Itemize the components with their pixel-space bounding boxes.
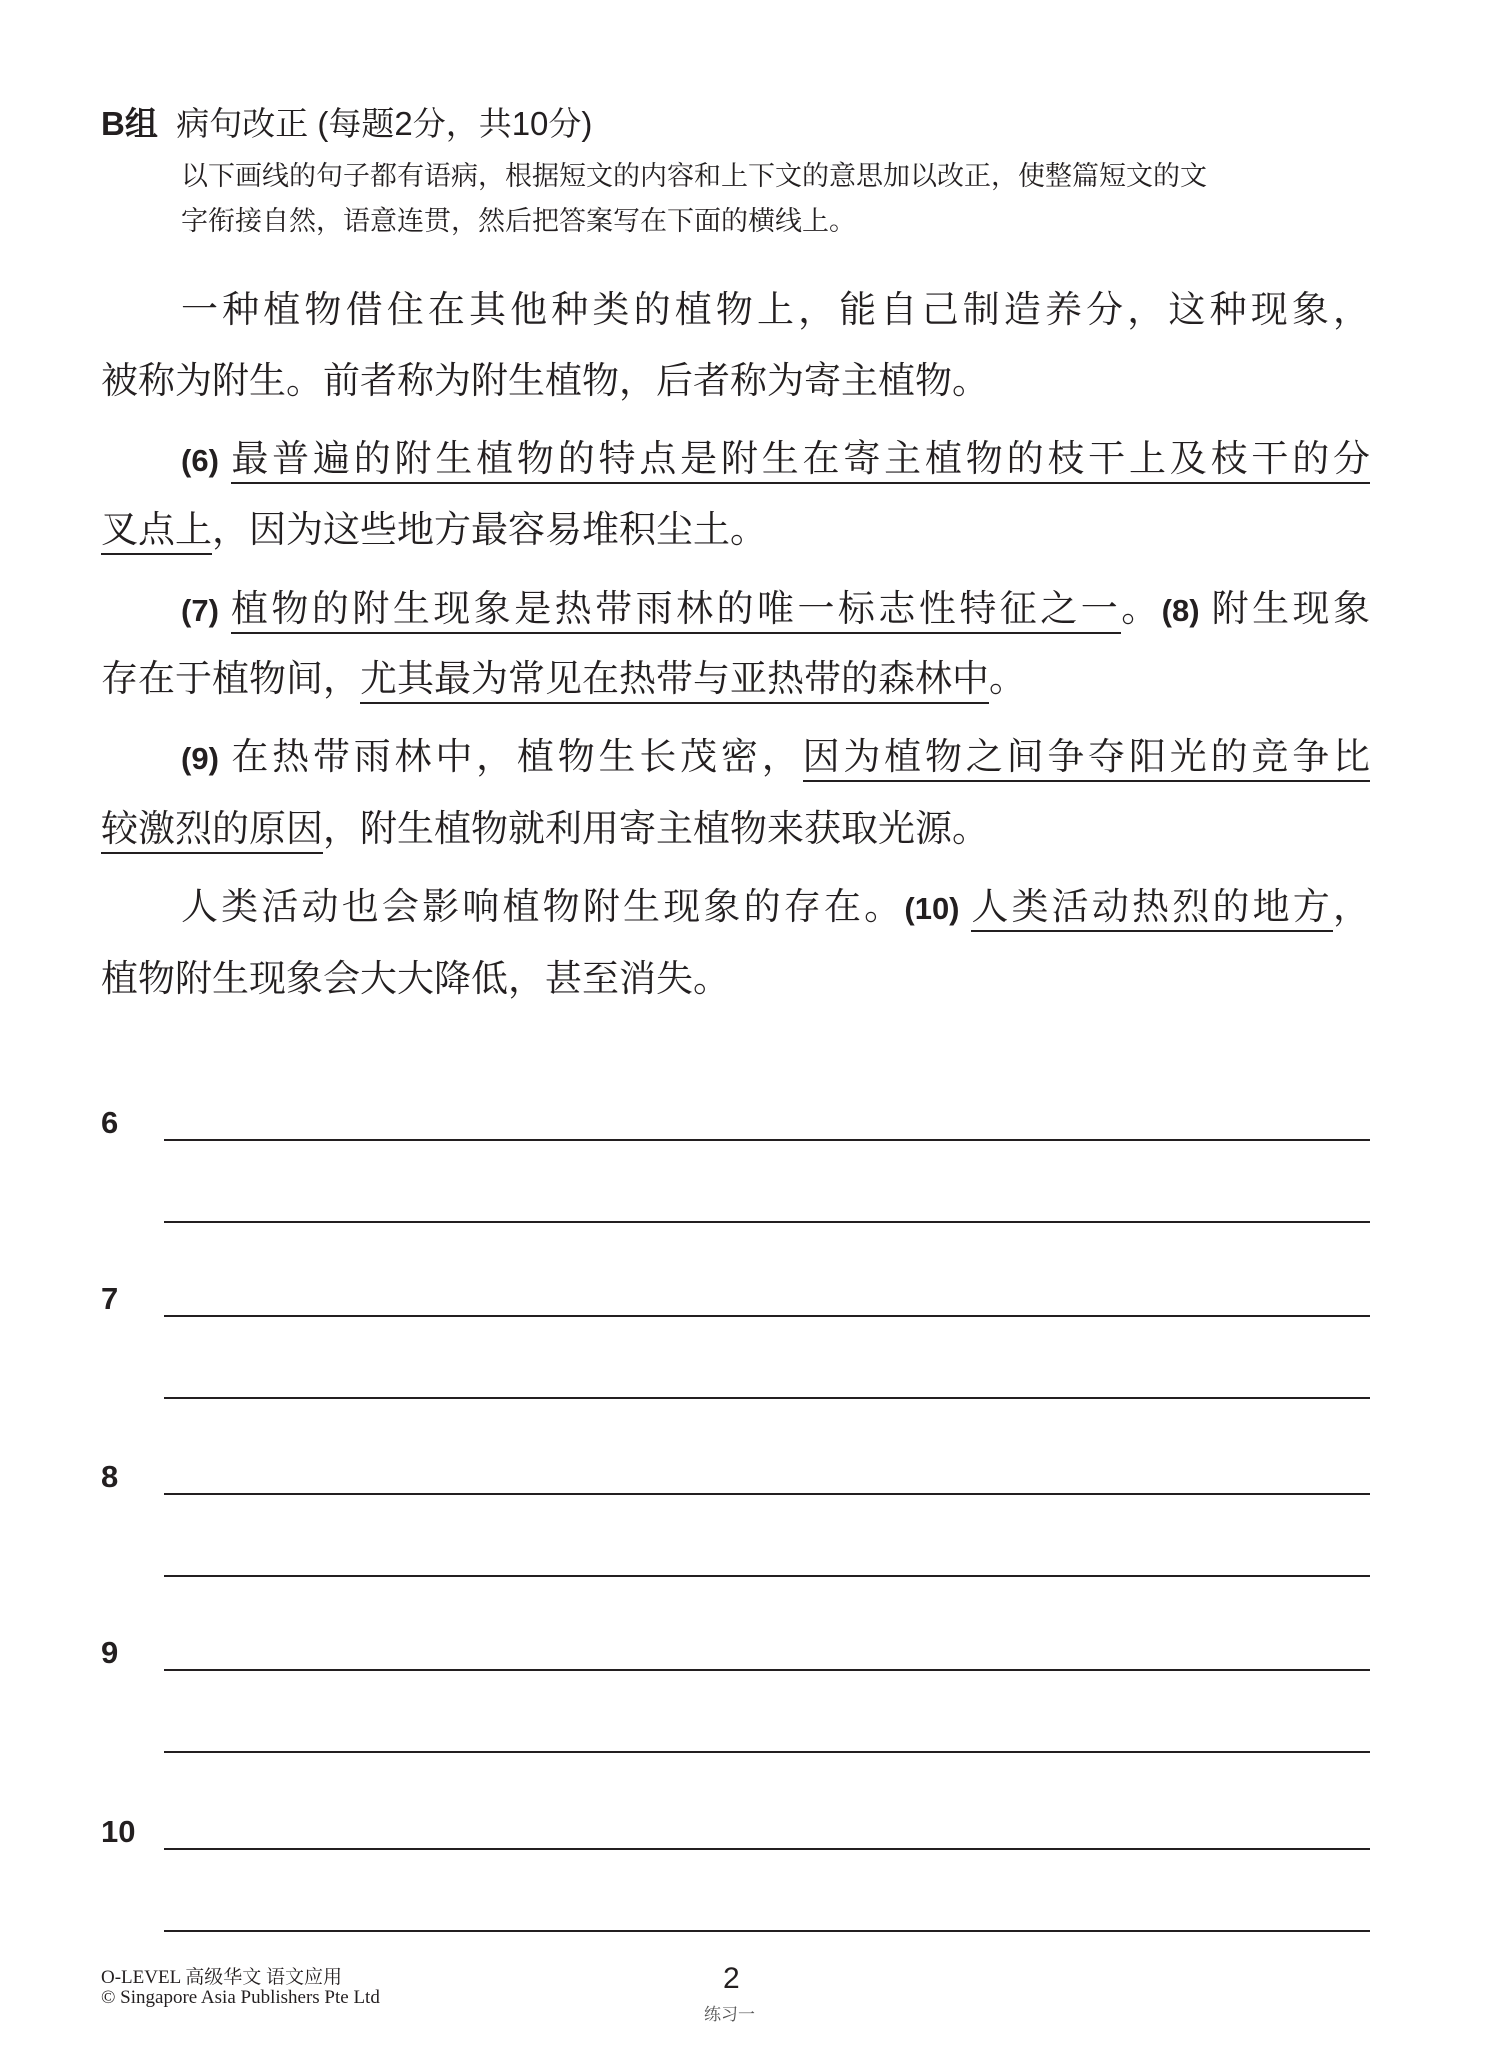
- question-number: (8): [1161, 593, 1212, 628]
- passage-text: 一种植物借住在其他种类的植物上，能自己制造养分，这种现象，: [181, 290, 1370, 331]
- passage-line: [181, 436, 1370, 485]
- passage-text: 被称为附生。前者称为附生植物，后者称为寄主植物。: [101, 361, 989, 402]
- footer-copyright: © Singapore Asia Publishers Pte Ltd: [101, 1987, 380, 2008]
- passage-line: [181, 734, 1370, 783]
- passage-line: [101, 358, 1370, 406]
- passage-line: [181, 586, 1370, 635]
- instruction-line-2: 字衔接自然，语意连贯，然后把答案写在下面的横线上。: [181, 206, 856, 236]
- passage-line: [181, 287, 1370, 335]
- passage-line: [181, 884, 1370, 933]
- answer-writing-line[interactable]: [164, 1221, 1370, 1223]
- exercise-label: 练习一: [704, 2005, 755, 2024]
- passage-text: 存在于植物间，: [101, 659, 360, 700]
- underlined-sentence: 尤其最为常见在热带与亚热带的森林中: [360, 659, 989, 704]
- footer-book-title: O-LEVEL 高级华文 语文应用: [101, 1967, 342, 1988]
- answer-number: 8: [101, 1459, 119, 1494]
- underlined-sentence: 植物的附生现象是热带雨林的唯一标志性特征之一: [231, 589, 1121, 634]
- group-label: B组: [101, 105, 158, 142]
- underlined-sentence: 人类活动热烈的地方: [971, 887, 1333, 932]
- section-header: [101, 98, 592, 145]
- passage-line: [101, 656, 1370, 704]
- passage-text: 。: [1121, 589, 1162, 630]
- answer-number: 7: [101, 1281, 119, 1316]
- answer-number: 10: [101, 1814, 136, 1849]
- underlined-sentence: 较激烈的原因: [101, 809, 323, 854]
- passage-text: 人类活动也会影响植物附生现象的存在。: [181, 887, 905, 928]
- passage-text: ，因为这些地方最容易堆积尘土。: [212, 510, 767, 551]
- passage-line: [101, 806, 1370, 854]
- answer-number: 6: [101, 1105, 119, 1140]
- answer-writing-line[interactable]: [164, 1139, 1370, 1141]
- page-number: 2: [723, 1962, 740, 1995]
- underlined-sentence: 叉点上: [101, 510, 212, 555]
- answer-writing-line[interactable]: [164, 1397, 1370, 1399]
- passage-line: [101, 507, 1370, 555]
- passage-text: 附生现象: [1211, 589, 1371, 630]
- passage-text: ，: [1333, 887, 1370, 928]
- question-number: (6): [181, 443, 232, 478]
- answer-writing-line[interactable]: [164, 1315, 1370, 1317]
- underlined-sentence: 最普遍的附生植物的特点是附生在寄主植物的枝干上及枝干的分: [231, 439, 1370, 484]
- answer-writing-line[interactable]: [164, 1575, 1370, 1577]
- question-number: (10): [904, 891, 972, 926]
- passage-text: 植物附生现象会大大降低，甚至消失。: [101, 959, 730, 1000]
- question-number: (9): [181, 741, 232, 776]
- answer-writing-line[interactable]: [164, 1751, 1370, 1753]
- answer-writing-line[interactable]: [164, 1930, 1370, 1932]
- question-number: (7): [181, 593, 231, 628]
- section-title: 病句改正 (每题2分，共10分): [176, 105, 593, 142]
- answer-writing-line[interactable]: [164, 1669, 1370, 1671]
- instruction-line-1: 以下画线的句子都有语病，根据短文的内容和上下文的意思加以改正，使整篇短文的文: [181, 161, 1207, 191]
- passage-line: [101, 956, 1370, 1004]
- answer-writing-line[interactable]: [164, 1848, 1370, 1850]
- passage-text: 。: [989, 659, 1026, 700]
- passage-text: ，附生植物就利用寄主植物来获取光源。: [323, 809, 989, 850]
- passage-text: 在热带雨林中，植物生长茂密，: [231, 737, 803, 778]
- answer-writing-line[interactable]: [164, 1493, 1370, 1495]
- underlined-sentence: 因为植物之间争夺阳光的竞争比: [803, 737, 1370, 782]
- answer-number: 9: [101, 1635, 119, 1670]
